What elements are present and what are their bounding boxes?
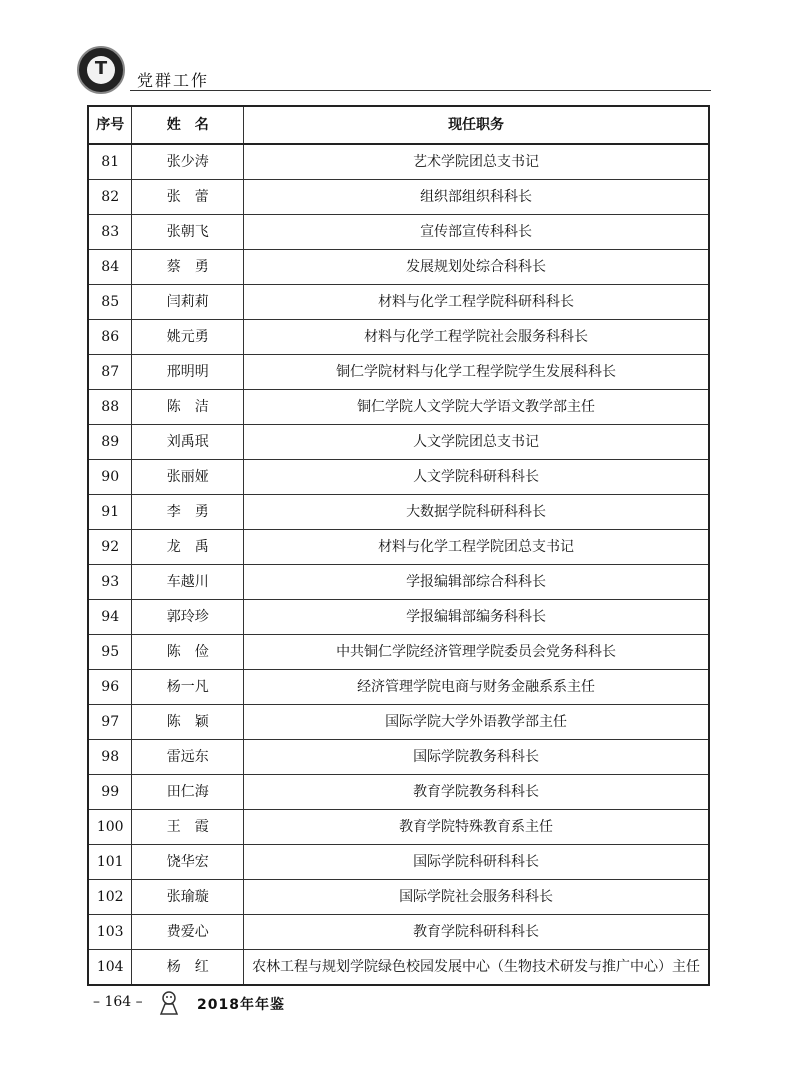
- table-row: [88, 635, 709, 670]
- row-index: 89: [88, 425, 132, 460]
- row-index: 92: [88, 530, 132, 565]
- row-name: 张少涛: [132, 144, 244, 180]
- row-position: 大数据学院科研科科长: [244, 495, 709, 530]
- row-position: 国际学院科研科科长: [244, 845, 709, 880]
- row-index: 97: [88, 705, 132, 740]
- row-position: 国际学院社会服务科科长: [244, 880, 709, 915]
- row-name: 姚元勇: [132, 320, 244, 355]
- row-index: 82: [88, 180, 132, 215]
- row-position: 艺术学院团总支书记: [244, 144, 709, 180]
- table-row: [88, 950, 709, 986]
- row-name: 蔡 勇: [132, 250, 244, 285]
- header-index: 序号: [88, 106, 132, 144]
- row-index: 83: [88, 215, 132, 250]
- header-divider: [130, 90, 711, 91]
- row-name: 费爱心: [132, 915, 244, 950]
- row-position: 宣传部宣传科科长: [244, 215, 709, 250]
- row-index: 87: [88, 355, 132, 390]
- yearbook-title: 2018年年鉴: [197, 997, 285, 1013]
- row-name: 郭玲珍: [132, 600, 244, 635]
- table-row: [88, 495, 709, 530]
- page-header: [75, 40, 711, 92]
- section-title: 党群工作: [137, 71, 210, 90]
- row-position: 组织部组织科科长: [244, 180, 709, 215]
- row-name: 李 勇: [132, 495, 244, 530]
- table-header-row: [88, 106, 709, 144]
- table-row: [88, 810, 709, 845]
- row-name: 饶华宏: [132, 845, 244, 880]
- row-position: 教育学院科研科科长: [244, 915, 709, 950]
- row-index: 101: [88, 845, 132, 880]
- row-name: 张瑜璇: [132, 880, 244, 915]
- table-row: [88, 460, 709, 495]
- row-name: 陈 洁: [132, 390, 244, 425]
- row-name: 张丽娅: [132, 460, 244, 495]
- row-position: 发展规划处综合科科长: [244, 250, 709, 285]
- row-index: 93: [88, 565, 132, 600]
- row-index: 102: [88, 880, 132, 915]
- table-row: [88, 775, 709, 810]
- row-position: 人文学院团总支书记: [244, 425, 709, 460]
- row-position: 材料与化学工程学院科研科科长: [244, 285, 709, 320]
- header-position: 现任职务: [244, 106, 709, 144]
- row-index: 91: [88, 495, 132, 530]
- row-name: 张 蕾: [132, 180, 244, 215]
- row-index: 103: [88, 915, 132, 950]
- table-row: [88, 355, 709, 390]
- row-index: 100: [88, 810, 132, 845]
- table-row: [88, 600, 709, 635]
- row-index: 84: [88, 250, 132, 285]
- row-index: 96: [88, 670, 132, 705]
- mascot-icon: [156, 990, 182, 1016]
- table-row: [88, 530, 709, 565]
- row-position: 材料与化学工程学院社会服务科科长: [244, 320, 709, 355]
- table-row: [88, 215, 709, 250]
- table-row: [88, 285, 709, 320]
- row-position: 教育学院特殊教育系主任: [244, 810, 709, 845]
- table-row: [88, 425, 709, 460]
- table-row: [88, 845, 709, 880]
- row-name: 王 霞: [132, 810, 244, 845]
- row-index: 104: [88, 950, 132, 986]
- row-name: 刘禹珉: [132, 425, 244, 460]
- table-row: [88, 915, 709, 950]
- table-row: [88, 740, 709, 775]
- table-row: [88, 180, 709, 215]
- row-name: 陈 颖: [132, 705, 244, 740]
- row-name: 张朝飞: [132, 215, 244, 250]
- table-row: [88, 390, 709, 425]
- row-name: 杨 红: [132, 950, 244, 986]
- header-name: 姓 名: [132, 106, 244, 144]
- row-position: 人文学院科研科科长: [244, 460, 709, 495]
- table-row: [88, 320, 709, 355]
- row-index: 94: [88, 600, 132, 635]
- table-row: [88, 565, 709, 600]
- row-name: 雷远东: [132, 740, 244, 775]
- row-name: 车越川: [132, 565, 244, 600]
- row-name: 杨一凡: [132, 670, 244, 705]
- row-index: 90: [88, 460, 132, 495]
- page-footer: [93, 990, 393, 1020]
- row-position: 农林工程与规划学院绿色校园发展中心（生物技术研发与推广中心）主任: [244, 950, 709, 986]
- table-row: [88, 670, 709, 705]
- row-position: 材料与化学工程学院团总支书记: [244, 530, 709, 565]
- row-position: 铜仁学院人文学院大学语文教学部主任: [244, 390, 709, 425]
- row-index: 98: [88, 740, 132, 775]
- row-position: 学报编辑部综合科科长: [244, 565, 709, 600]
- row-position: 教育学院教务科科长: [244, 775, 709, 810]
- row-index: 95: [88, 635, 132, 670]
- row-position: 国际学院大学外语教学部主任: [244, 705, 709, 740]
- university-logo-icon: T: [77, 46, 125, 94]
- row-name: 陈 俭: [132, 635, 244, 670]
- table-row: [88, 880, 709, 915]
- row-name: 邢明明: [132, 355, 244, 390]
- row-index: 85: [88, 285, 132, 320]
- row-position: 中共铜仁学院经济管理学院委员会党务科科长: [244, 635, 709, 670]
- row-name: 田仁海: [132, 775, 244, 810]
- row-position: 学报编辑部编务科科长: [244, 600, 709, 635]
- page-number: – 164 –: [93, 994, 143, 1010]
- staff-table: [87, 105, 710, 986]
- row-index: 99: [88, 775, 132, 810]
- row-index: 88: [88, 390, 132, 425]
- row-name: 闫莉莉: [132, 285, 244, 320]
- row-name: 龙 禹: [132, 530, 244, 565]
- table-row: [88, 144, 709, 180]
- row-position: 铜仁学院材料与化学工程学院学生发展科科长: [244, 355, 709, 390]
- row-index: 86: [88, 320, 132, 355]
- row-position: 经济管理学院电商与财务金融系系主任: [244, 670, 709, 705]
- table-row: [88, 705, 709, 740]
- table-row: [88, 250, 709, 285]
- row-position: 国际学院教务科科长: [244, 740, 709, 775]
- row-index: 81: [88, 144, 132, 180]
